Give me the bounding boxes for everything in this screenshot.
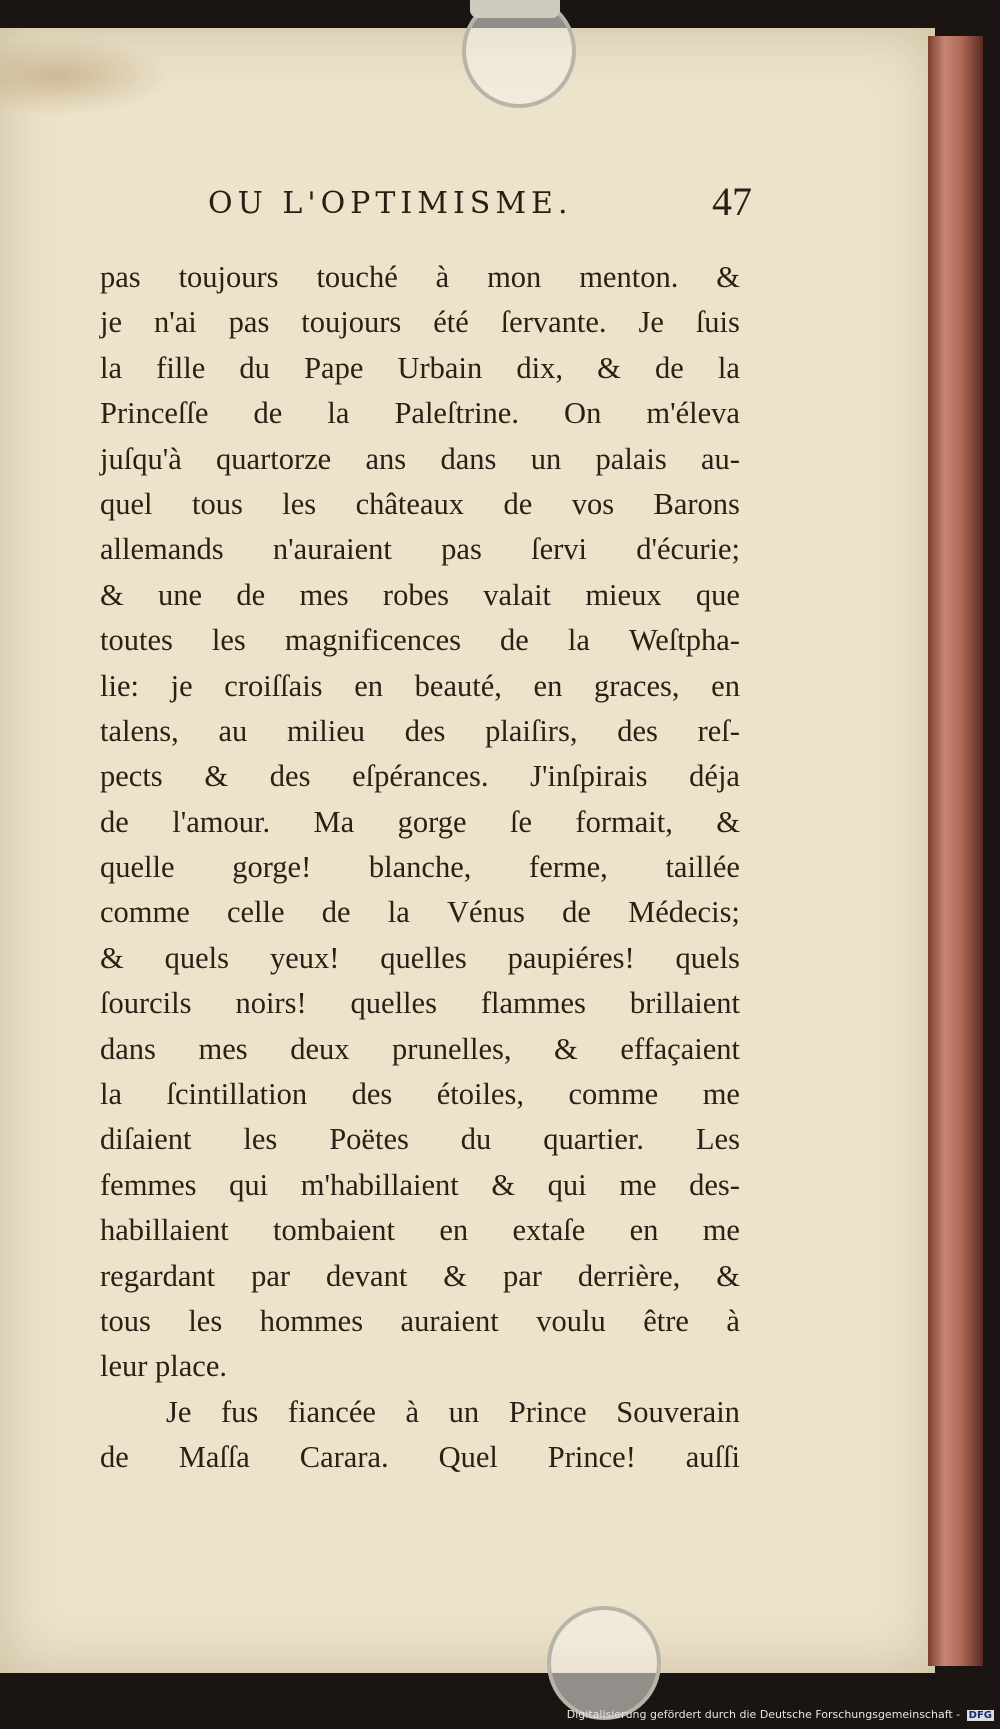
word: derrière,	[577, 1258, 681, 1293]
text-line	[100, 664, 740, 709]
text-line	[100, 1254, 740, 1299]
word: beauté,	[414, 668, 502, 703]
word: qui	[229, 1167, 269, 1202]
word: valait	[483, 577, 552, 612]
word: Ma	[313, 804, 355, 839]
word: quel	[100, 486, 153, 521]
word: ſcintillation	[166, 1077, 308, 1112]
text-line	[100, 890, 740, 935]
word: gorge	[397, 804, 467, 839]
word: robes	[382, 577, 449, 612]
word: pas	[441, 532, 482, 567]
word: Barons	[653, 486, 740, 521]
word: la	[567, 623, 590, 658]
word: Prince!	[547, 1440, 636, 1475]
word: n'ai	[153, 305, 197, 340]
word: &	[204, 759, 229, 794]
word: plaiſirs,	[485, 713, 578, 748]
word: auraient	[400, 1303, 499, 1338]
word: juſqu'à	[100, 441, 182, 476]
word: graces,	[593, 668, 680, 703]
word: J'inſpirais	[530, 759, 648, 794]
word: un	[448, 1394, 480, 1429]
word: palais	[595, 441, 667, 476]
word: qui	[547, 1167, 587, 1202]
word: Carara.	[299, 1440, 389, 1475]
word: auſſi	[685, 1440, 740, 1475]
running-title: OU L'OPTIMISME.	[208, 186, 573, 221]
word: quartier.	[543, 1122, 644, 1157]
word: les	[188, 1303, 223, 1338]
word: effaçaient	[620, 1031, 740, 1066]
text-line	[100, 1390, 740, 1435]
word: au-	[701, 441, 740, 476]
text-line	[100, 391, 740, 436]
word: dans	[100, 1031, 156, 1066]
text-line	[100, 1163, 740, 1208]
word: &	[443, 1258, 468, 1293]
word: gorge!	[232, 850, 312, 885]
word: Urbain	[397, 350, 483, 385]
word: châteaux	[355, 486, 464, 521]
word: eſpérances.	[352, 759, 489, 794]
word: regardant	[100, 1258, 216, 1293]
word: femmes	[100, 1167, 197, 1202]
word: quelles	[350, 986, 437, 1021]
word: des	[351, 1077, 393, 1112]
word: Weſtpha-	[628, 623, 740, 658]
word: deux	[290, 1031, 350, 1066]
word: quartorze	[216, 441, 332, 476]
word: me	[702, 1077, 740, 1112]
word: je	[170, 668, 193, 703]
text-line	[100, 1027, 740, 1072]
word: pas	[228, 305, 270, 340]
word: Quel	[438, 1440, 498, 1475]
word: des	[617, 713, 658, 748]
credit-text: Digitalisierung gefördert durch die Deutsche Forschungsgemeinschaft -	[566, 1708, 961, 1721]
word: quels	[164, 940, 230, 975]
text-line	[100, 618, 740, 663]
word: dans	[440, 441, 497, 476]
word: &	[100, 577, 124, 612]
text-line	[100, 527, 740, 572]
dfg-logo: DFG	[968, 1710, 992, 1721]
word: dix,	[516, 350, 563, 385]
paragraph-2	[100, 1390, 740, 1481]
word: en	[533, 668, 563, 703]
word: formait,	[575, 804, 673, 839]
word: été	[433, 305, 469, 340]
last-line-text: leur place.	[100, 1349, 228, 1384]
word: la	[100, 1077, 123, 1112]
page-header	[208, 178, 752, 238]
word: d'écurie;	[636, 532, 740, 567]
body-text	[100, 255, 740, 1481]
word: à	[435, 260, 450, 294]
word: milieu	[287, 713, 365, 748]
paper-page	[0, 28, 935, 1673]
word: quels	[675, 940, 740, 975]
word: me	[619, 1167, 657, 1202]
word: ferme,	[529, 850, 608, 885]
word: flammes	[480, 986, 586, 1021]
word: de	[562, 895, 591, 930]
word: de	[253, 396, 283, 431]
word: du	[460, 1122, 492, 1157]
word: yeux!	[269, 940, 340, 975]
word: les	[243, 1122, 278, 1157]
word: toutes	[100, 623, 173, 658]
word: magnificences	[284, 623, 461, 658]
text-line	[100, 1208, 740, 1253]
word: mes	[198, 1031, 248, 1066]
word: la	[387, 895, 410, 930]
word: blanche,	[368, 850, 472, 885]
word: tous	[100, 1303, 151, 1338]
text-line	[100, 754, 740, 799]
word: de	[500, 623, 529, 658]
word: Maſſa	[178, 1440, 250, 1475]
word: fiancée	[287, 1394, 376, 1429]
word: du	[239, 350, 270, 385]
word: au	[218, 713, 248, 748]
word: brillaient	[629, 986, 740, 1021]
text-line	[100, 1299, 740, 1344]
word: diſaient	[100, 1122, 192, 1157]
word: &	[716, 1258, 740, 1293]
word: quelles	[380, 940, 467, 975]
text-line	[100, 255, 740, 300]
word: des	[404, 713, 446, 748]
text-line	[100, 981, 740, 1026]
page-number: 47	[712, 179, 752, 224]
word: à	[405, 1394, 420, 1429]
paper-stain	[0, 36, 170, 116]
text-line	[100, 1117, 740, 1162]
word: ans	[365, 441, 407, 476]
word: de	[321, 895, 351, 930]
text-line	[100, 800, 740, 845]
word: toujours	[301, 305, 402, 340]
word: des-	[689, 1167, 740, 1202]
word: toujours	[178, 260, 279, 294]
word: talens,	[100, 713, 179, 748]
word: de	[236, 577, 266, 612]
text-line	[100, 482, 740, 527]
word: hommes	[259, 1303, 364, 1338]
text-line	[100, 1435, 740, 1480]
word: ſervi	[531, 532, 587, 567]
word: mon	[487, 260, 542, 294]
word: &	[491, 1167, 516, 1202]
text-line	[100, 845, 740, 890]
word: &	[716, 260, 740, 294]
word: Pape	[304, 350, 364, 385]
word: ſourcils	[100, 986, 192, 1021]
word: que	[695, 577, 740, 612]
text-line	[100, 709, 740, 754]
word: fille	[156, 350, 206, 385]
word: Je	[166, 1394, 192, 1429]
text-line	[100, 1072, 740, 1117]
word: m'habillaient	[300, 1167, 459, 1202]
word: croiſſais	[224, 668, 323, 703]
word: la	[100, 350, 123, 385]
word: Vénus	[446, 895, 525, 930]
paragraph-1	[100, 255, 740, 1344]
word: &	[597, 350, 621, 385]
word: me	[702, 1213, 740, 1248]
word: comme	[568, 1077, 659, 1112]
word: Les	[695, 1122, 740, 1157]
text-line	[100, 573, 740, 618]
word: en	[439, 1213, 469, 1248]
word: en	[354, 668, 383, 703]
word: tous	[191, 486, 243, 521]
word: mieux	[585, 577, 662, 612]
text-line	[100, 936, 740, 981]
word: mes	[299, 577, 349, 612]
text-line	[100, 300, 740, 345]
word: la	[327, 396, 350, 431]
word: allemands	[100, 532, 224, 567]
word: déja	[689, 759, 740, 794]
word: Médecis;	[628, 895, 740, 930]
word: celle	[226, 895, 285, 930]
word: Poëtes	[329, 1122, 409, 1157]
word: étoiles,	[436, 1077, 524, 1112]
word: un	[530, 441, 562, 476]
word: comme	[100, 895, 190, 930]
word: de	[100, 804, 129, 839]
word: pas	[100, 260, 141, 294]
word: ſuis	[695, 305, 740, 340]
word: &	[100, 940, 124, 975]
word: Prince	[508, 1394, 587, 1429]
word: ſervante.	[500, 305, 607, 340]
word: touché	[316, 260, 398, 294]
word: vos	[571, 486, 615, 521]
word: je	[100, 305, 123, 340]
word: On	[564, 396, 602, 431]
word: quelle	[100, 850, 175, 885]
word: habillaient	[100, 1213, 229, 1248]
word: &	[716, 804, 740, 839]
word: de	[100, 1440, 129, 1475]
word: voulu	[536, 1303, 606, 1338]
word: Paleſtrine.	[394, 396, 519, 431]
word: des	[269, 759, 311, 794]
word: devant	[326, 1258, 408, 1293]
word: une	[158, 577, 203, 612]
text-line	[100, 346, 740, 391]
word: les	[282, 486, 317, 521]
word: reſ-	[697, 713, 740, 748]
word: Souverain	[616, 1394, 740, 1429]
page-edge-red	[928, 36, 983, 1666]
word: à	[726, 1303, 740, 1338]
word: la	[717, 350, 740, 385]
word: noirs!	[235, 986, 307, 1021]
word: de	[654, 350, 684, 385]
word: m'éleva	[646, 396, 740, 431]
digitization-credit	[567, 1708, 994, 1721]
word: paupiéres!	[507, 940, 635, 975]
page-clip-bottom	[547, 1606, 661, 1720]
text-line	[100, 437, 740, 482]
word: extaſe	[512, 1213, 586, 1248]
word: &	[554, 1031, 578, 1066]
word: menton.	[579, 260, 679, 294]
word: par	[502, 1258, 542, 1293]
text-line	[100, 1344, 740, 1389]
word: par	[251, 1258, 291, 1293]
word: fus	[221, 1394, 259, 1429]
word: en	[629, 1213, 659, 1248]
word: Princeſſe	[100, 396, 209, 431]
word: ſe	[509, 804, 532, 839]
word: taillée	[665, 850, 740, 885]
word: l'amour.	[172, 804, 271, 839]
word: n'auraient	[272, 532, 392, 567]
word: lie:	[100, 668, 139, 703]
word: Je	[638, 305, 664, 340]
word: de	[503, 486, 533, 521]
word: prunelles,	[392, 1031, 512, 1066]
word: tombaient	[273, 1213, 396, 1248]
word: les	[211, 623, 246, 658]
word: être	[643, 1303, 689, 1338]
word: pects	[100, 759, 163, 794]
word: en	[711, 668, 740, 703]
